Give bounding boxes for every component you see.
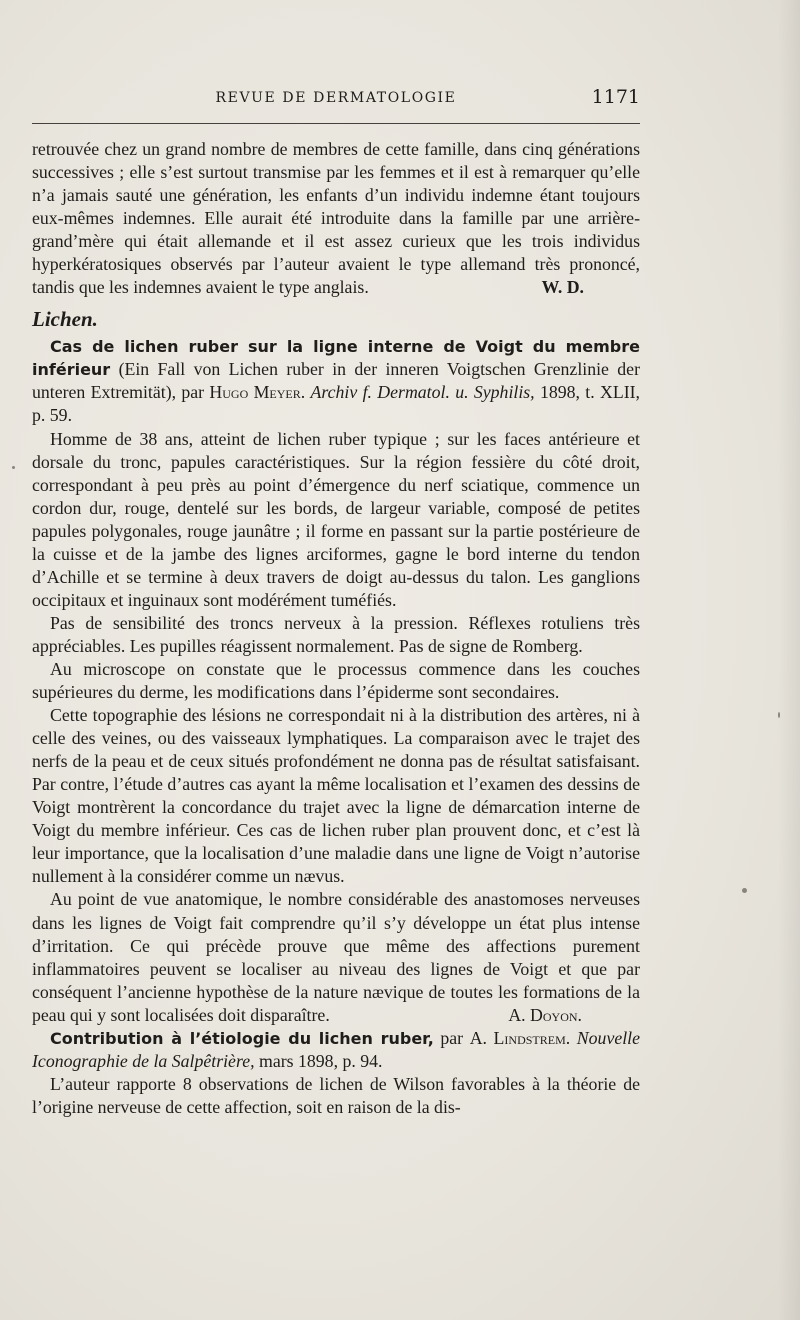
entry1-german-title: (Ein Fall von Lichen ruber in der inneren Voigtschen Grenzlinie der unteren Extremität), par: [32, 359, 640, 403]
entry1-reference: [32, 335, 640, 427]
article-body: [32, 138, 640, 1119]
entry1-journal: Archiv f. Dermatol. u. Syphilis,: [310, 382, 535, 403]
paper-speck: [778, 712, 780, 718]
header-rule: [32, 123, 640, 124]
paper-speck: [742, 888, 747, 893]
entry1-paragraph-5-text: Au point de vue anatomique, le nombre considérable des anastomoses nerveuses dans les lignes de Voigt fait comprendre qu’il s’y développe un état plus intense d’irritation. Ce qui précède prouve que même des affections purement inflammatoires peuvent se localiser au niveau des lignes de Voigt et que par conséquent l’ancienne hypothèse de la nature nævique de toutes les formations de la peau qui y sont localisées doit disparaître.: [32, 889, 640, 1025]
entry1-paragraph-5: [32, 888, 640, 1026]
intro-paragraph-text: retrouvée chez un grand nombre de membres de cette famille, dans cinq générations successives ; elle s’est surtout transmise par les femmes et il est à remarquer qu’elle n’a jamais sauté une génération, les enfants d’un individu indemne étant toujours eux-mêmes indemnes. Elle aurait été introduite dans la famille par une arrière-grand’mère qui était allemande et il est assez curieux que les trois individus hyperkératosiques observés par l’auteur avaient le type allemand très prononcé, tandis que les indemnes avaient le type anglais.: [32, 139, 640, 298]
entry2-journal: Nouvelle Iconographie de la Salpêtrière,: [32, 1027, 640, 1071]
entry1-signature: A. Doyon.: [508, 1004, 582, 1025]
entry2-author: A. Lindstrem.: [469, 1027, 571, 1048]
entry1-paragraph-2: Pas de sensibilité des troncs nerveux à la pression. Réflexes rotuliens très appréciables. Les pupilles réagissent normalement. Pas de signe de Romberg.: [32, 612, 640, 656]
entry1-author: Hugo Meyer.: [209, 382, 306, 403]
page-number: 1171: [591, 86, 640, 108]
entry1-paragraph-3: Au microscope on constate que le processus commence dans les couches supérieures du derme, les modifications dans l’épiderme sont secondaires.: [32, 658, 640, 703]
entry1-citation: 1898, t. XLII, p. 59.: [32, 382, 641, 426]
intro-paragraph: [32, 138, 640, 299]
running-head-title: REVUE DE DERMATOLOGIE: [215, 90, 457, 106]
entry2-citation: mars 1898, p. 94.: [254, 1050, 383, 1071]
entry1-paragraph-4: Cette topographie des lésions ne correspondait ni à la distribution des artères, ni à celle des veines, ou des vaisseaux lymphatiques. La comparaison avec le trajet des nerfs de la peau et de ceux situés profondément ne donna pas de résultat satisfaisant. Par contre, l’étude d’autres cas ayant la même localisation et l’examen des dessins de Voigt montrèrent la concordance du trajet avec la ligne de démarcation interne de Voigt du membre inférieur. Ces cas de lichen ruber plan prouvent donc, et c’est là leur importance, que la localisation d’une maladie dans une ligne de Voigt n’autorise nullement à la considérer comme un nævus.: [32, 705, 640, 887]
entry2-par: par: [433, 1027, 464, 1048]
running-head: [32, 86, 640, 112]
entry2-paragraph-1: L’auteur rapporte 8 observations de lichen de Wilson favorables à la théorie de l’origine nerveuse de cette affection, soit en raison de la dis-: [32, 1073, 640, 1117]
intro-signature: W. D.: [541, 277, 584, 298]
entry2-title: Contribution à l’étiologie du lichen ruber,: [50, 1028, 434, 1048]
paper-speck: [12, 466, 15, 469]
page-edge-shadow: [778, 0, 800, 1320]
section-heading: Lichen.: [32, 307, 98, 332]
entry1-title: Cas de lichen ruber sur la ligne interne de Voigt du membre inférieur: [32, 337, 640, 380]
entry1-paragraph-1: Homme de 38 ans, atteint de lichen ruber typique ; sur les faces antérieure et dorsale du tronc, papules caractéristiques. Sur la région fessière du côté droit, correspondant à peu près au point d’émergence du nerf sciatique, commence un cordon dur, rouge, dentelé sur les bords, de largeur variable, composé de petites papules polygonales, rouge jaunâtre ; il forme en passant sur la partie postérieure de la cuisse et de la jambe des lignes arciformes, gagne le bord interne du tendon d’Achille et se termine à deux travers de doigt au-dessus du talon. Les ganglions occipitaux et inguinaux sont modérément tuméfiés.: [32, 428, 640, 610]
entry2-reference: [32, 1027, 640, 1073]
